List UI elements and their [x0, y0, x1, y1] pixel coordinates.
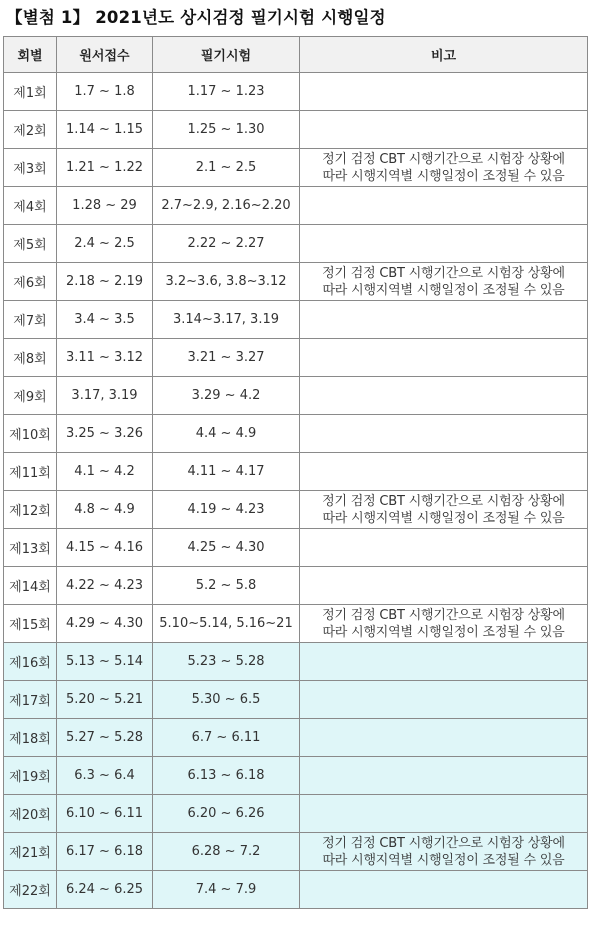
cell-remarks — [300, 263, 588, 301]
table-row — [4, 681, 588, 719]
cell-round: 제10회 — [4, 415, 57, 453]
cell-remarks — [300, 339, 588, 377]
cell-remarks — [300, 681, 588, 719]
remark-line: 정기 검정 CBT 시행기간으로 시험장 상황에 — [322, 265, 565, 281]
table-body — [4, 73, 588, 909]
document-title: 【별첨 1】 2021년도 상시검정 필기시험 시행일정 — [6, 8, 386, 27]
table-row — [4, 833, 588, 871]
cell-application: 1.7 ~ 1.8 — [57, 73, 153, 111]
cell-round: 제15회 — [4, 605, 57, 643]
cell-remarks — [300, 567, 588, 605]
cell-application: 3.4 ~ 3.5 — [57, 301, 153, 339]
cell-written-exam: 4.19 ~ 4.23 — [153, 491, 300, 529]
cell-round: 제12회 — [4, 491, 57, 529]
table-row — [4, 529, 588, 567]
cell-written-exam: 1.17 ~ 1.23 — [153, 73, 300, 111]
cell-written-exam: 4.11 ~ 4.17 — [153, 453, 300, 491]
cell-application: 2.4 ~ 2.5 — [57, 225, 153, 263]
cell-round: 제6회 — [4, 263, 57, 301]
exam-schedule-table — [3, 36, 588, 909]
cell-application: 4.15 ~ 4.16 — [57, 529, 153, 567]
cell-written-exam: 2.22 ~ 2.27 — [153, 225, 300, 263]
cell-remarks — [300, 453, 588, 491]
cell-round: 제21회 — [4, 833, 57, 871]
remark-line: 정기 검정 CBT 시행기간으로 시험장 상황에 — [322, 835, 565, 851]
table-row — [4, 491, 588, 529]
cell-remarks — [300, 719, 588, 757]
cell-application: 1.28 ~ 29 — [57, 187, 153, 225]
cell-written-exam: 6.20 ~ 6.26 — [153, 795, 300, 833]
cell-written-exam: 3.2~3.6, 3.8~3.12 — [153, 263, 300, 301]
remark-line: 따라 시행지역별 시행일정이 조정될 수 있음 — [322, 624, 565, 640]
cell-written-exam: 6.7 ~ 6.11 — [153, 719, 300, 757]
table-row — [4, 795, 588, 833]
cell-written-exam: 3.29 ~ 4.2 — [153, 377, 300, 415]
cell-written-exam: 3.21 ~ 3.27 — [153, 339, 300, 377]
cell-round: 제4회 — [4, 187, 57, 225]
cell-application: 5.13 ~ 5.14 — [57, 643, 153, 681]
cell-round: 제19회 — [4, 757, 57, 795]
cell-round: 제11회 — [4, 453, 57, 491]
cell-round: 제3회 — [4, 149, 57, 187]
remark-line: 따라 시행지역별 시행일정이 조정될 수 있음 — [322, 510, 565, 526]
table-row — [4, 225, 588, 263]
cell-written-exam: 3.14~3.17, 3.19 — [153, 301, 300, 339]
cell-remarks — [300, 833, 588, 871]
cell-application: 2.18 ~ 2.19 — [57, 263, 153, 301]
remark-line: 정기 검정 CBT 시행기간으로 시험장 상황에 — [322, 151, 565, 167]
table-row — [4, 415, 588, 453]
header-written-exam: 필기시험 — [153, 37, 300, 73]
cell-written-exam: 2.7~2.9, 2.16~2.20 — [153, 187, 300, 225]
header-round: 회별 — [4, 37, 57, 73]
cell-remarks — [300, 871, 588, 909]
cell-round: 제18회 — [4, 719, 57, 757]
remark-line: 따라 시행지역별 시행일정이 조정될 수 있음 — [322, 168, 565, 184]
cell-written-exam: 5.10~5.14, 5.16~21 — [153, 605, 300, 643]
cell-application: 5.27 ~ 5.28 — [57, 719, 153, 757]
cell-written-exam: 1.25 ~ 1.30 — [153, 111, 300, 149]
cell-remarks — [300, 757, 588, 795]
cell-written-exam: 6.13 ~ 6.18 — [153, 757, 300, 795]
table-row — [4, 719, 588, 757]
cell-remarks — [300, 225, 588, 263]
table-row — [4, 149, 588, 187]
remark-line: 따라 시행지역별 시행일정이 조정될 수 있음 — [322, 852, 565, 868]
cell-written-exam: 5.23 ~ 5.28 — [153, 643, 300, 681]
cell-remarks — [300, 491, 588, 529]
cell-round: 제22회 — [4, 871, 57, 909]
cell-written-exam: 4.25 ~ 4.30 — [153, 529, 300, 567]
remark-line: 정기 검정 CBT 시행기간으로 시험장 상황에 — [322, 493, 565, 509]
cell-application: 4.29 ~ 4.30 — [57, 605, 153, 643]
cell-round: 제16회 — [4, 643, 57, 681]
table-row — [4, 377, 588, 415]
table-row — [4, 111, 588, 149]
table-row — [4, 567, 588, 605]
cell-round: 제1회 — [4, 73, 57, 111]
header-remarks: 비고 — [300, 37, 588, 73]
table-row — [4, 339, 588, 377]
remark-line: 정기 검정 CBT 시행기간으로 시험장 상황에 — [322, 607, 565, 623]
cell-round: 제13회 — [4, 529, 57, 567]
cell-remarks — [300, 415, 588, 453]
table-row — [4, 643, 588, 681]
cell-round: 제14회 — [4, 567, 57, 605]
table-row — [4, 871, 588, 909]
table-row — [4, 187, 588, 225]
cell-application: 4.22 ~ 4.23 — [57, 567, 153, 605]
cell-remarks — [300, 149, 588, 187]
cell-remarks — [300, 643, 588, 681]
cell-remarks — [300, 795, 588, 833]
cell-application: 6.24 ~ 6.25 — [57, 871, 153, 909]
cell-application: 4.8 ~ 4.9 — [57, 491, 153, 529]
cell-application: 4.1 ~ 4.2 — [57, 453, 153, 491]
cell-written-exam: 5.2 ~ 5.8 — [153, 567, 300, 605]
cell-application: 5.20 ~ 5.21 — [57, 681, 153, 719]
table-row — [4, 757, 588, 795]
cell-written-exam: 6.28 ~ 7.2 — [153, 833, 300, 871]
cell-written-exam: 2.1 ~ 2.5 — [153, 149, 300, 187]
cell-round: 제9회 — [4, 377, 57, 415]
cell-remarks — [300, 529, 588, 567]
cell-application: 6.10 ~ 6.11 — [57, 795, 153, 833]
cell-application: 3.17, 3.19 — [57, 377, 153, 415]
cell-remarks — [300, 377, 588, 415]
cell-written-exam: 7.4 ~ 7.9 — [153, 871, 300, 909]
cell-application: 6.17 ~ 6.18 — [57, 833, 153, 871]
cell-application: 1.21 ~ 1.22 — [57, 149, 153, 187]
cell-remarks — [300, 187, 588, 225]
cell-remarks — [300, 111, 588, 149]
cell-round: 제8회 — [4, 339, 57, 377]
table-header-row — [4, 37, 588, 73]
cell-application: 6.3 ~ 6.4 — [57, 757, 153, 795]
cell-round: 제17회 — [4, 681, 57, 719]
table-row — [4, 453, 588, 491]
table-row — [4, 301, 588, 339]
cell-remarks — [300, 301, 588, 339]
cell-round: 제2회 — [4, 111, 57, 149]
cell-remarks — [300, 73, 588, 111]
table-row — [4, 605, 588, 643]
cell-remarks — [300, 605, 588, 643]
header-application: 원서접수 — [57, 37, 153, 73]
table-row — [4, 263, 588, 301]
cell-application: 3.25 ~ 3.26 — [57, 415, 153, 453]
cell-round: 제7회 — [4, 301, 57, 339]
remark-line: 따라 시행지역별 시행일정이 조정될 수 있음 — [322, 282, 565, 298]
cell-round: 제5회 — [4, 225, 57, 263]
table-row — [4, 73, 588, 111]
cell-written-exam: 4.4 ~ 4.9 — [153, 415, 300, 453]
cell-written-exam: 5.30 ~ 6.5 — [153, 681, 300, 719]
cell-round: 제20회 — [4, 795, 57, 833]
cell-application: 3.11 ~ 3.12 — [57, 339, 153, 377]
cell-application: 1.14 ~ 1.15 — [57, 111, 153, 149]
